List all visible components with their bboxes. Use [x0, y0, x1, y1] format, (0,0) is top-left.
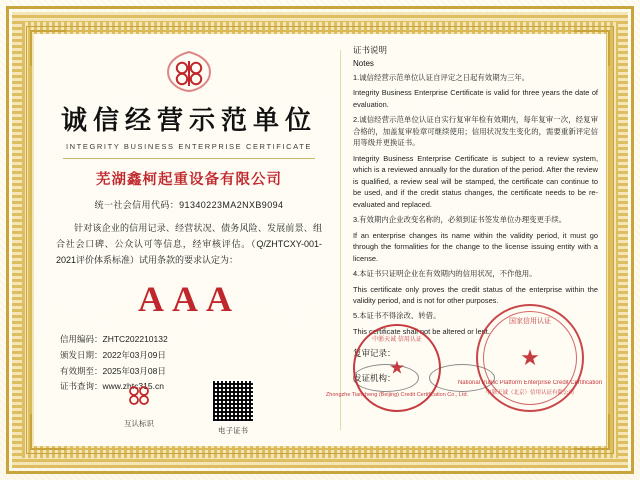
column-divider — [340, 50, 341, 430]
credit-code-label: 统一社会信用代码： — [94, 200, 180, 210]
qr-code-icon[interactable] — [212, 380, 254, 422]
title-divider — [63, 158, 315, 159]
note-item: 5.本证书不得涂改、转借。 — [353, 311, 441, 321]
secondary-red-seal — [325, 324, 469, 412]
certificate-body-text: 针对该企业的信用记录、经营状况、债务风险、发展前景、组合社会口碑、公众认可等信息，经审核评估。（Q/ZHTCXY-001-2021评价体系标准）试用条款的要求认定为： — [56, 223, 322, 265]
seal-left-line1: 中浙天诚 信用认证 — [372, 337, 422, 343]
emblem-logo-icon — [46, 48, 332, 94]
meta-credit-number: 信用编码：ZHTC202210132 — [60, 334, 168, 345]
seal-line2: National Public Platform Enterprise Credit Certification — [457, 380, 603, 386]
certificate-notes-panel — [325, 38, 603, 442]
seal-star-icon: ★ — [388, 357, 406, 378]
seal-line1: 国家信用认证 — [509, 318, 551, 325]
note-item: Integrity Business Enterprise Certificate is valid for three years the date of evaluation. — [353, 88, 598, 109]
note-item: 3.有效期内企业改变名称的，必须到证书签发单位办理变更手续。 — [353, 215, 567, 225]
official-red-seal — [457, 304, 603, 412]
electronic-certificate-badge — [212, 380, 254, 436]
certificate-content — [38, 38, 602, 442]
meta-valid-until: 有效期至：2025年03月08日 — [60, 365, 166, 376]
review-record-label: 复审记录： — [353, 348, 396, 359]
mutual-recognition-label: 互认标识 — [124, 419, 154, 428]
meta-query-url[interactable]: 证书查询：www.zhtc315.cn — [60, 381, 164, 392]
note-item: 2.诚信经营示范单位认证自实行复审年检有效期内，每年复审一次，经复审合格的，加盖复审验章可继续使用；信用状况发生变化的，需要重新评定信用等级并更换证书。 — [353, 115, 598, 148]
credit-code-value: 91340223MA2NXB9094 — [179, 200, 284, 210]
mutual-recognition-badge — [122, 380, 156, 436]
notes-subheading: Notes — [353, 59, 374, 68]
note-item: Integrity Business Enterprise Certificate is subject to a review system, which is a reviewed annually for the duration of the period. After the review is qualified, a review seal will be stamped, the certificate can continue to be used, and if the credit status changes, the certificate needs to be re-evaluated and replaced. — [353, 153, 598, 209]
company-name: 芜湖鑫柯起重设备有限公司 — [96, 172, 282, 188]
badge-row — [38, 380, 338, 436]
electronic-certificate-label: 电子证书 — [218, 426, 248, 435]
credit-code-row — [46, 198, 332, 211]
note-item: 1.诚信经营示范单位认证自评定之日起有效期为三年。 — [353, 73, 530, 82]
seal-star-icon: ★ — [520, 345, 540, 370]
note-item: If an enterprise changes its name within the validity period, it must go through the formalities for the change to the license issuing entity with a license. — [353, 230, 598, 263]
note-item: This certificate shall not be altered or lent. — [353, 326, 490, 336]
certificate-main-panel — [38, 38, 338, 442]
note-item: This certificate only proves the credit status of the enterprise within the validity period, and is not for other purposes. — [353, 284, 598, 305]
page-title-english: INTEGRITY BUSINESS ENTERPRISE CERTIFICATE — [65, 142, 313, 151]
credit-grade: AAA — [138, 279, 240, 320]
page-title: 诚信经营示范单位 — [60, 106, 317, 135]
seal-left-line2: Zhongzhe Tiancheng (Beijing) Credit Certification Co., Ltd. — [325, 392, 469, 398]
note-item: 4.本证书只证明企业在有效期内的信用状况，不作他用。 — [353, 269, 537, 279]
issuer-label: 发证机构： — [353, 373, 396, 383]
seal-line3: 中浙天诚（北京）信用认证有限公司 — [485, 390, 575, 396]
meta-issue-date: 颁发日期：2022年03月09日 — [60, 349, 166, 360]
notes-heading: 证书说明 — [353, 45, 388, 55]
knot-logo-icon — [122, 380, 156, 410]
